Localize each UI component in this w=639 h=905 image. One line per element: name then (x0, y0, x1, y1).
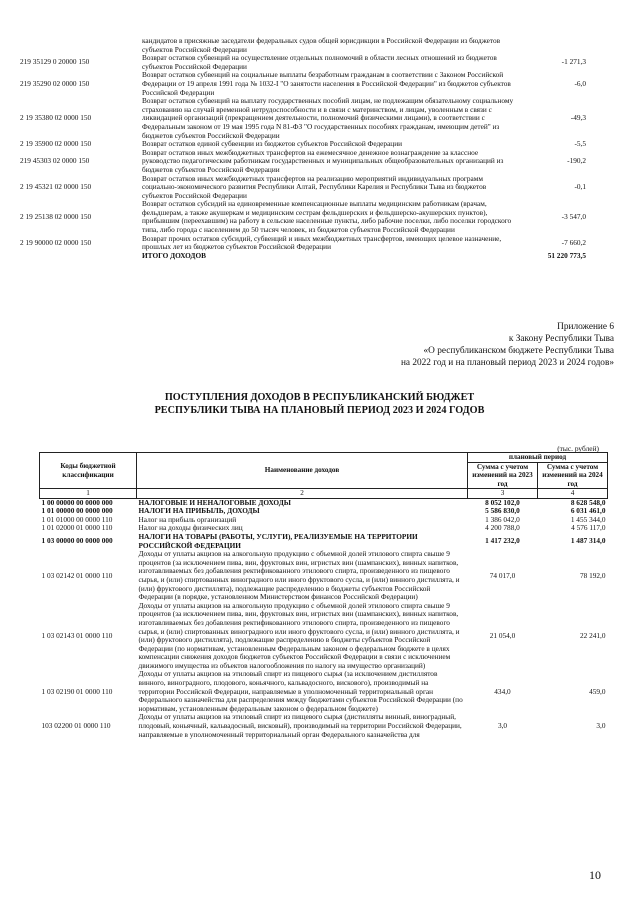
units-label: (тыс. рублей) (557, 444, 599, 453)
table-row (40, 498, 608, 507)
income-name: Возврат остатков иных межбюджетных трансфертов на реализацию мероприятий индивидуальных программ социально-экономического развития Республики Алтай, Республики Карелия и Республики Тыва из бюджетов субъектов Российской Федерации (142, 173, 487, 200)
header-2024: Сумма с учетом изменений на 2024 год (538, 462, 608, 489)
table-row (8, 200, 588, 234)
table-row (8, 37, 588, 54)
budget-code: 1 01 01000 00 0000 110 (41, 514, 113, 524)
document-title: ПОСТУПЛЕНИЯ ДОХОДОВ В РЕСПУБЛИКАНСКИЙ БЮДЖЕТ РЕСПУБЛИКИ ТЫВА НА ПЛАНОВЫЙ ПЕРИОД 2023 И 2024 ГОДОВ (154, 392, 485, 416)
amount: -6,0 (574, 78, 586, 88)
budget-code: 2 19 35380 02 0000 150 (20, 113, 92, 123)
revenue-table (39, 452, 608, 739)
income-name: Возврат остатков субвенций на выплату государственных пособий лицам, не подлежащим обязательному социальному страхованию на случай временной нетрудоспособности и в связи с материнством, и лицам, уволенным в связи с ликвидацией организаций (прекращением деятельности, полномочий физическими лицами), в соответствии с Федеральным законом от 19 мая 1995 года N 81-ФЗ "О государственных пособиях гражданам, имеющим детей" из бюджетов субъектов Российской Федерации (142, 96, 514, 140)
budget-code: 2 19 35900 02 0000 150 (20, 139, 92, 149)
appendix-line: Приложение 6 (557, 322, 614, 332)
total-value: 51 220 773,5 (547, 250, 586, 260)
budget-code: 219 45303 02 0000 150 (20, 156, 90, 166)
appendix-line: на 2022 год и на плановый период 2023 и 2024 годов» (400, 358, 614, 368)
income-name: Возврат остатков единой субвенции из бюджетов субъектов Российской Федерации (142, 139, 403, 149)
amount: -1 271,3 (561, 57, 586, 67)
amount-2024: 1 455 344,0 (570, 514, 606, 524)
appendix-line: «О республиканском бюджете Республики Тыва (423, 346, 614, 356)
table-row (8, 54, 588, 71)
table-row (40, 533, 608, 550)
income-name: Возврат прочих остатков субсидий, субвенций и иных межбюджетных трансфертов, имеющих целевое назначение, прошлых лет из бюджетов субъектов Российской Федерации (142, 233, 502, 252)
budget-code: 219 35290 02 0000 150 (20, 78, 90, 88)
column-number-row: 1 2 3 4 (40, 489, 608, 499)
amount: -49,3 (570, 113, 586, 123)
amount: -190,2 (567, 156, 586, 166)
income-name: Возврат остатков субвенций на социальные выплаты безработным гражданам в соответствии с Законом Российской Федерации от 19 апреля 1991 года № 1032-I "О занятости населения в Российской Федерации" из бюджетов субъектов Российской Федерации (142, 70, 511, 97)
table-row (40, 550, 608, 602)
amount-2023: 1 386 042,0 (485, 514, 520, 524)
table-row (8, 71, 588, 97)
header-period: плановый период (468, 453, 608, 463)
income-name: Налог на доходы физических лиц (138, 523, 243, 533)
table-row (40, 670, 608, 713)
income-name: НАЛОГИ НА ПРИБЫЛЬ, ДОХОДЫ (138, 506, 260, 516)
income-name: Доходы от уплаты акцизов на этиловый спирт из пищевого сырья (дистилляты винный, виноградный, плодовый, коньячный, кальвадосный, висковый), производимый на территории Российской Федерации, направляемые в уполномоченный территориальный орган Федерального казначейства для (138, 712, 462, 739)
amount: -0,1 (574, 182, 586, 192)
amount-2024: 78 192,0 (579, 570, 606, 580)
header-2023: Сумма с учетом изменений на 2023 год (468, 462, 538, 489)
table-row (40, 602, 608, 671)
income-name: Доходы от уплаты акцизов на этиловый спирт из пищевого сырья (за исключением дистиллятов винного, виноградного, плодового, коньячного, кальвадосного, вискового), производимый на территории Российской Федерации, направляемые в уполномоченный территориальный орган Федерального казначейства для распределения между бюджетами субъектов Российской Федерации (по нормативам, установленным федеральным законом о федеральном бюджете) (138, 669, 463, 713)
amount-2023: 74 017,0 (489, 570, 516, 580)
income-name: Доходы от уплаты акцизов на алкогольную продукцию с объемной долей этилового спирта свыше 9 процентов (за исключением пива, вин, фруктовых вин, игристых вин (шампанских), винных напитков, изготавливаемых без добавления ректификованного этилового спирта, произведенного из пищевого сырья, и (или) спиртованных виноградного или иного фруктового сусла, и (или) винного дистиллята, и (или) фруктового дистиллята), подлежащие распределению в бюджеты субъектов Российской Федерации (по нормативам, установленным Федеральным законом о федеральном бюджете в целях компенсации снижения доходов бюджетов субъектов Российской Федерации в связи с исключением движимого имущества из объектов налогообложения по налогу на имущество организаций) (138, 600, 460, 670)
table-header-row (40, 453, 608, 463)
amount: -5,5 (574, 139, 586, 149)
table-row (8, 175, 588, 201)
header-name: Наименование доходов (137, 453, 468, 489)
table-row (8, 97, 588, 140)
amount: -7 660,2 (561, 237, 586, 247)
amount-2023: 1 417 232,0 (485, 536, 520, 546)
header-codes: Коды бюджетной классификации (40, 453, 137, 489)
budget-code: 1 00 00000 00 0000 000 (41, 497, 113, 507)
budget-code: 219 35129 0 20000 150 (20, 57, 90, 67)
amount-2024: 1 487 314,0 (570, 536, 606, 546)
table-row (40, 516, 608, 525)
income-name: Возврат остатков субвенций на осуществление отдельных полномочий в области лесных отношений из бюджетов субъектов Российской Федерации (142, 53, 497, 71)
amount-2023: 3,0 (497, 721, 508, 731)
budget-code: 1 03 02143 01 0000 110 (41, 630, 113, 640)
total-label: ИТОГО ДОХОДОВ (142, 250, 206, 260)
appendix-line: к Закону Республики Тыва (508, 334, 614, 344)
income-name: кандидатов в присяжные заседатели федеральных судов общей юрисдикции в Российской Федерации из бюджетов субъектов Российской Федерации (142, 36, 501, 54)
continuation-table (8, 37, 588, 260)
amount-2023: 434,0 (494, 686, 511, 696)
amount-2024: 4 576 117,0 (571, 523, 606, 533)
budget-code: 1 03 02142 01 0000 110 (41, 570, 113, 580)
amount-2023: 4 200 788,0 (485, 523, 520, 533)
appendix-header (401, 321, 614, 369)
income-name: Доходы от уплаты акцизов на алкогольную продукцию с объемной долей этилового спирта свыше 9 процентов (за исключением пива, вин, фруктовых вин, игристых вин (шампанских), винных напитков, изготавливаемых без добавления ректификованного этилового спирта, произведенного из пищевого сырья, и (или) спиртованных виноградного или иного фруктового сусла, и (или) винного дистиллята, и (или) фруктового дистиллята), подлежащие распределению в бюджеты субъектов Российской Федерации (в порядке, установленном Министерством финансов Российской Федерации) (138, 549, 460, 602)
amount-2024: 459,0 (589, 686, 606, 696)
page-number: 10 (589, 868, 601, 882)
income-name: Возврат остатков субсидий на единовременные компенсационные выплаты медицинским работникам (врачам, фельдшерам, а также акушеркам и медицинским сестрам фельдшерских и фельдшерско-акушерских пунктов), прибывшим (переехавшим) на работу в сельские населенные пункты, либо рабочие поселки, либо поселки городского типа, либо города с населением до 50 тысяч человек, из бюджетов субъектов Российской Федерации (142, 199, 512, 235)
budget-code: 103 02200 01 0000 110 (41, 721, 111, 731)
amount-2023: 8 052 102,0 (485, 497, 520, 507)
budget-code: 1 03 00000 00 0000 000 (41, 536, 113, 546)
amount: -3 547,0 (561, 212, 586, 222)
amount-2024: 22 241,0 (579, 630, 606, 640)
budget-code: 1 01 02000 01 0000 110 (41, 523, 113, 533)
table-row (8, 149, 588, 175)
amount-2024: 8 628 548,0 (570, 497, 606, 507)
budget-code: 2 19 90000 02 0000 150 (20, 237, 92, 247)
total-row (8, 252, 588, 261)
amount-2023: 21 054,0 (489, 630, 516, 640)
amount-2024: 6 031 461,0 (570, 506, 606, 516)
budget-code: 1 03 02190 01 0000 110 (41, 686, 113, 696)
budget-code: 1 01 00000 00 0000 000 (41, 506, 113, 516)
income-name: Налог на прибыль организаций (138, 514, 237, 524)
income-name: НАЛОГИ НА ТОВАРЫ (РАБОТЫ, УСЛУГИ), РЕАЛИЗУЕМЫЕ НА ТЕРРИТОРИИ РОССИЙСКОЙ ФЕДЕРАЦИИ (138, 531, 418, 550)
table-row (40, 507, 608, 516)
table-row (8, 235, 588, 252)
amount-2024: 3,0 (596, 721, 606, 731)
budget-code: 2 19 45321 02 0000 150 (20, 182, 92, 192)
income-name: Возврат остатков иных межбюджетных трансфертов на ежемесячное денежное вознаграждение за классное руководство педагогическим работникам государственных и муниципальных общеобразовательных организаций из бюджетов субъектов Российской Федерации (142, 147, 504, 174)
income-name: НАЛОГОВЫЕ И НЕНАЛОГОВЫЕ ДОХОДЫ (138, 497, 291, 507)
budget-code: 2 19 25138 02 0000 150 (20, 212, 92, 222)
amount-2023: 5 586 830,0 (485, 506, 520, 516)
table-row (40, 713, 608, 739)
